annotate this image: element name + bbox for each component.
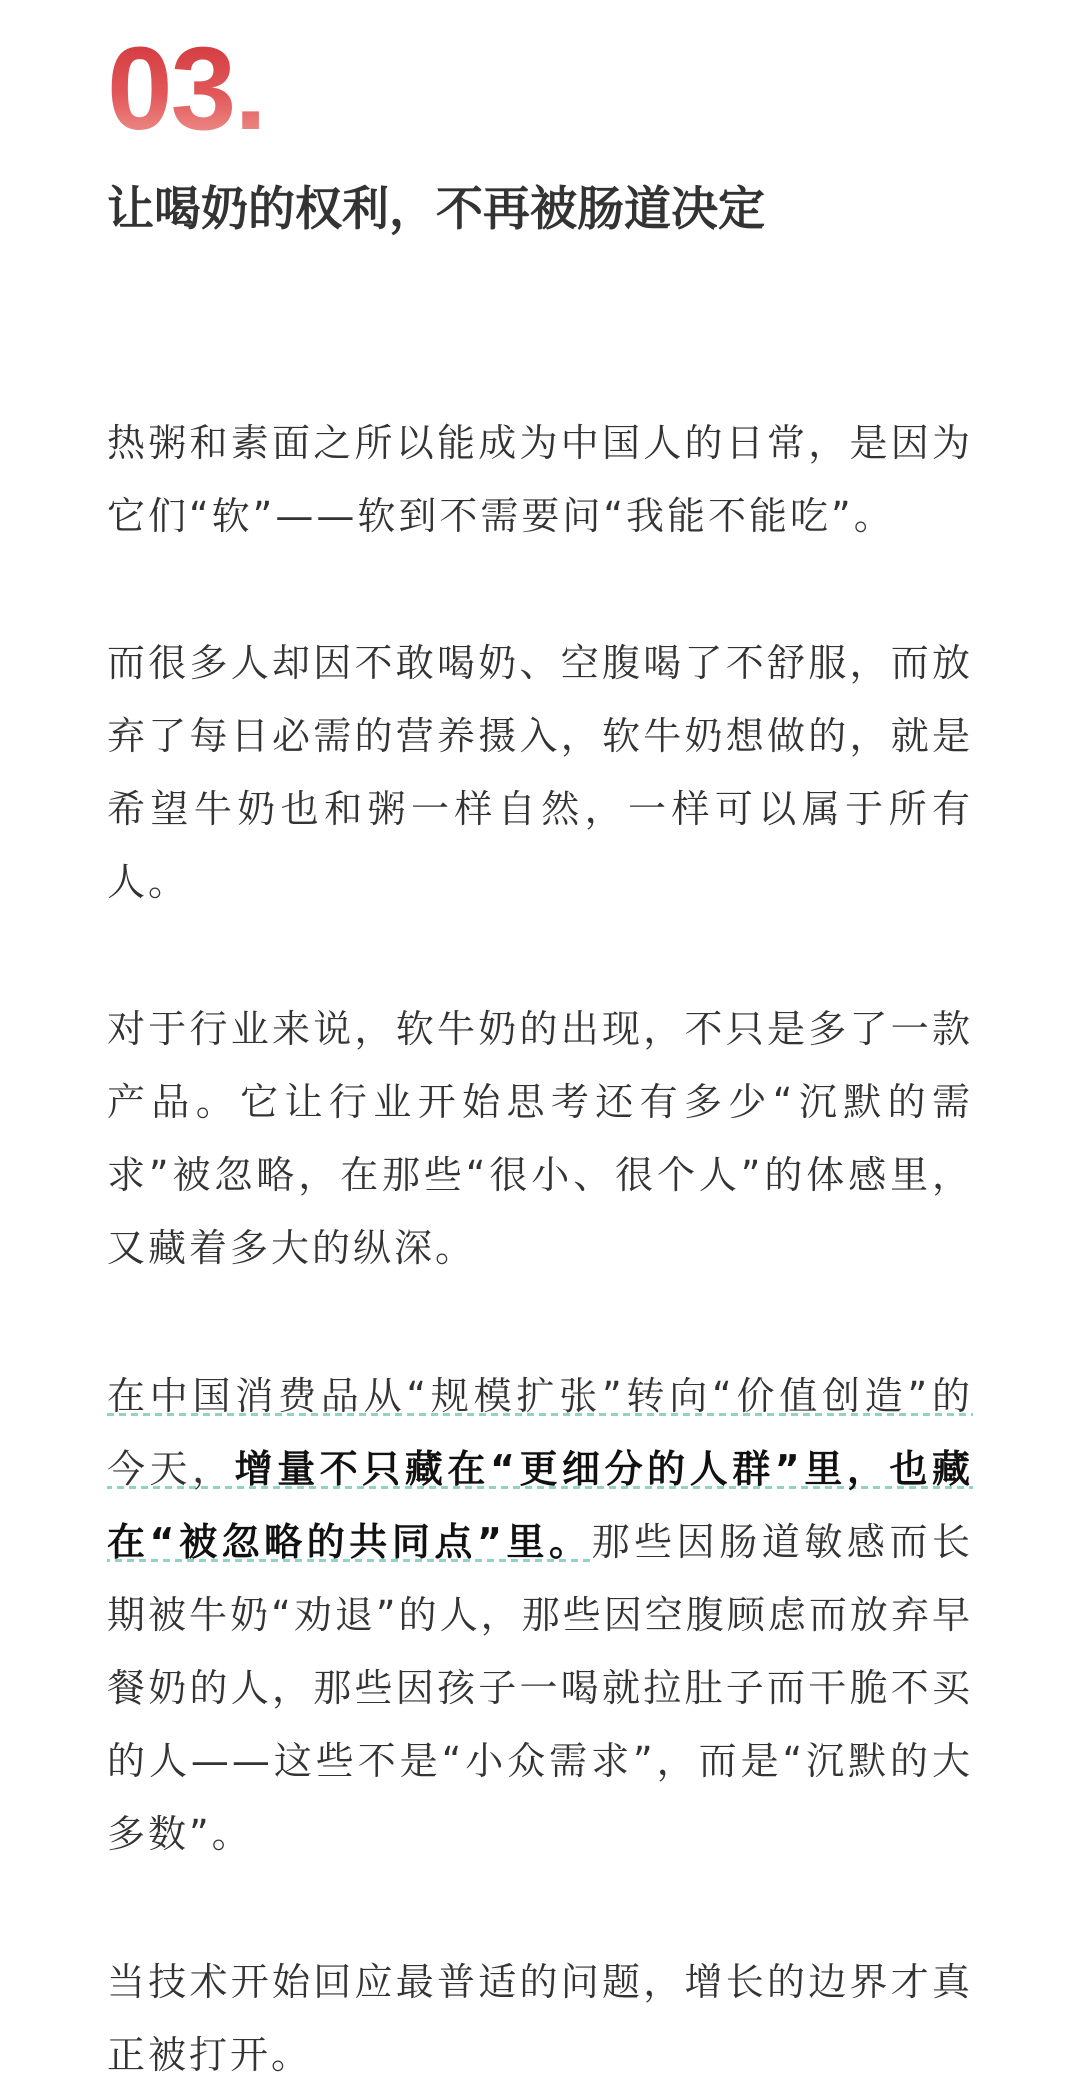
section-number: 03. xyxy=(107,23,266,155)
highlight-bold-text: 增量不只藏在“更细分的人群”里，也藏在“被忽略的共同点”里。 xyxy=(107,1447,973,1564)
paragraph-4 xyxy=(107,1360,973,1871)
paragraph-1: 热粥和素面之所以能成为中国人的日常，是因为它们“软”——软到不需要问“我能不能吃”。 xyxy=(107,421,973,538)
highlight-regular-text: 在中国消费品从“规模扩张”转向“价值创造”的今天， xyxy=(107,1374,973,1491)
paragraph-4-rest: 那些因肠道敏感而长期被牛奶“劝退”的人，那些因空腹顾虑而放弃早餐奶的人，那些因孩子一喝就拉肚子而干脆不买的人——这些不是“小众需求”，而是“沉默的大多数”。 xyxy=(107,1520,973,1856)
paragraph-2: 而很多人却因不敢喝奶、空腹喝了不舒服，而放弃了每日必需的营养摄入，软牛奶想做的，就是希望牛奶也和粥一样自然，一样可以属于所有人。 xyxy=(107,641,973,904)
section-title: 让喝奶的权利，不再被肠道决定 xyxy=(107,182,765,237)
paragraph-3: 对于行业来说，软牛奶的出现，不只是多了一款产品。它让行业开始思考还有多少“沉默的需求”被忽略，在那些“很小、很个人”的体感里，又藏着多大的纵深。 xyxy=(107,1007,973,1270)
paragraph-5: 当技术开始回应最普适的问题，增长的边界才真正被打开。 xyxy=(107,1960,973,2077)
